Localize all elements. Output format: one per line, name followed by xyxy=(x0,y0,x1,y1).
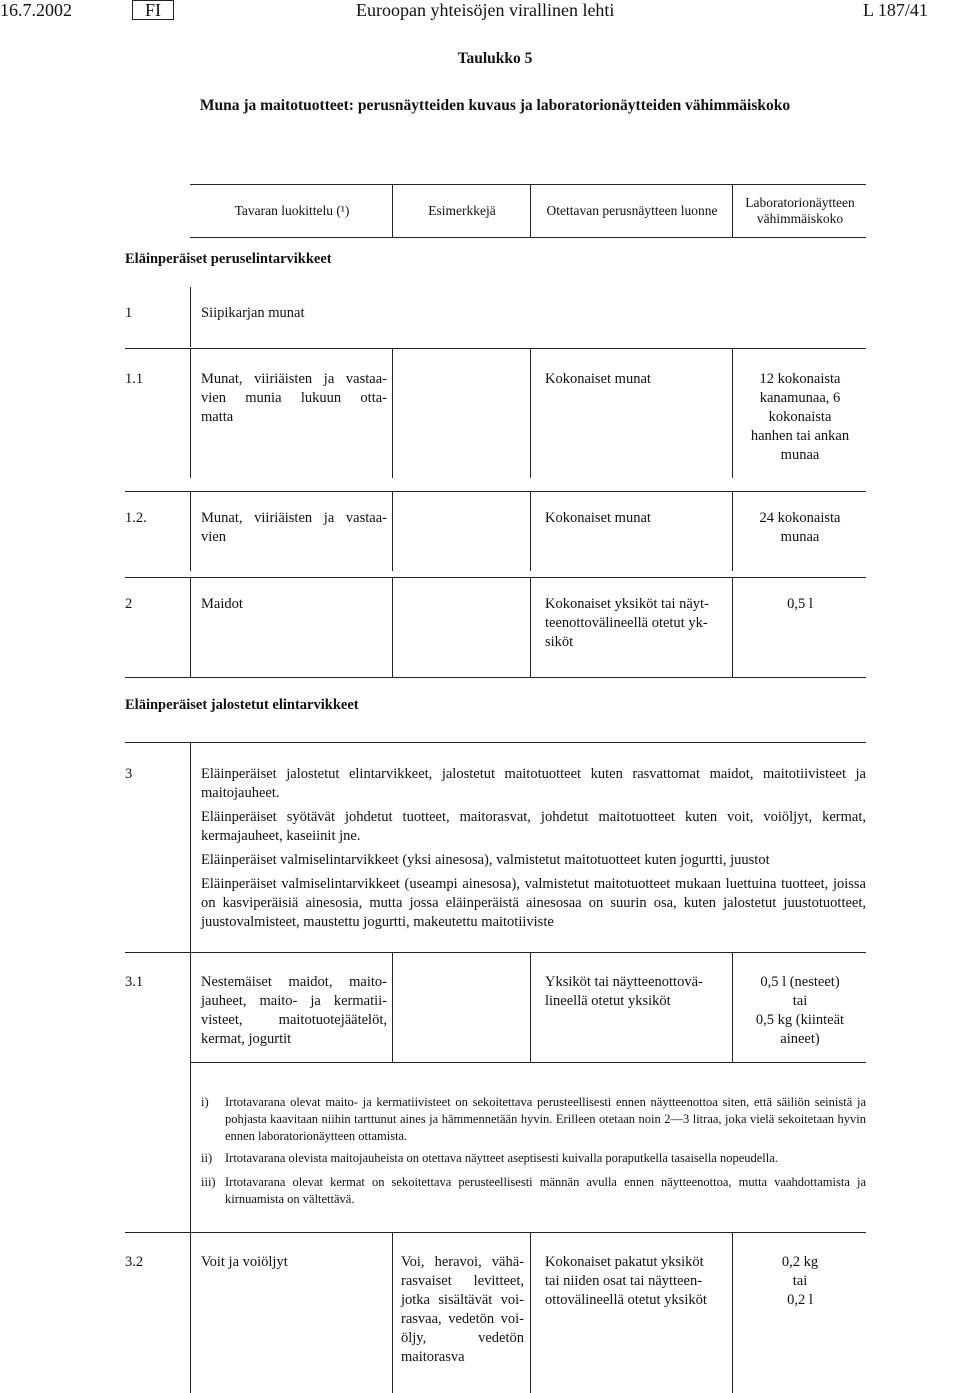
note-ii-text: Irtotavarana olevista maitojauheista on otettava näytteet aseptisesti kuivalla poraputkella tasaisella nopeudella. xyxy=(225,1151,778,1165)
row-3-2-examples: Voi, heravoi, vähä- rasvaiset levitteet, jotka sisältävät voi- rasvaa, vedetön voi- öljy, vedetön maitorasva xyxy=(401,1254,524,1365)
header-lang: FI xyxy=(132,0,174,20)
note-iii-text: Irtotavarana olevat kermat on sekoitettava perusteellisesti männän avulla ennen näytteenottoa, mutta vaahdottamista ja kirnuamista on vältettävä. xyxy=(225,1175,866,1206)
row-1-1-sample: Kokonaiset munat xyxy=(545,371,651,387)
header-journal: Euroopan yhteisöjen virallinen lehti xyxy=(356,0,615,20)
row-1-2-lab: 24 kokonaista munaa xyxy=(759,510,841,545)
col-head-primary-sample: Otettavan perusnäytteen luonne xyxy=(546,203,718,218)
section-heading-primary: Eläinperäiset peruselintarvikkeet xyxy=(125,251,332,267)
row-3-1-lab: 0,5 l (nesteet) tai 0,5 kg (kiinteät aineet) xyxy=(755,974,845,1047)
row-3-2-sample: Kokonaiset pakatut yksiköt tai niiden osat tai näytteen- ottovälineellä otetut yksiköt xyxy=(545,1254,707,1308)
header-date: 16.7.2002 xyxy=(0,0,72,20)
row-2-lab: 0,5 l xyxy=(787,596,813,612)
note-i-text: Irtotavarana olevat maito- ja kermatiivisteet on sekoitettava perusteellisesti ennen näytteenottoa siten, että säiliön seinistä ja pohjasta kaavitaan niihin tarttunut aines ja hämmennetään hyvin. Erilleen otetaan noin 2—3 litraa, joka vielä sekoitetaan hyvin ennen laboratorionäytteen ottamista. xyxy=(225,1095,866,1143)
row-3-1-name: Nestemäiset maidot, maito- jauheet, maito- ja kermatii- visteet, maitotuotejäätelöt, kermat, jogurtit xyxy=(201,974,387,1047)
row-1-1-num: 1.1 xyxy=(125,371,144,387)
row-1-2-name: Munat, viiriäisten ja vastaa- vien xyxy=(201,510,387,545)
row-2-sample: Kokonaiset yksiköt tai näyt- teenottovälineellä otetut yk- siköt xyxy=(545,596,709,650)
note-ii-label: ii) xyxy=(201,1151,213,1165)
row-1-1-lab: 12 kokonaista kanamunaa, 6 kokonaista hanhen tai ankan munaa xyxy=(750,371,850,463)
row-1-1-name: Munat, viiriäisten ja vastaa- vien munia lukuun otta- matta xyxy=(201,371,387,425)
table-subtitle: Muna ja maitotuotteet: perusnäytteiden kuvaus ja laboratorionäytteiden vähimmäiskoko xyxy=(199,97,791,114)
row-1-name: Siipikarjan munat xyxy=(201,305,305,321)
row-1-num: 1 xyxy=(125,305,133,321)
row-3-2-name: Voit ja voiöljyt xyxy=(201,1254,288,1270)
row-3-2-lab: 0,2 kg tai 0,2 l xyxy=(781,1254,819,1308)
row-2-num: 2 xyxy=(125,596,133,612)
col-head-examples: Esimerkkejä xyxy=(428,203,496,218)
row-3-num: 3 xyxy=(125,766,133,782)
table-title: Taulukko 5 xyxy=(457,50,533,67)
row-1-2-num: 1.2. xyxy=(125,510,147,526)
row-3-text: Eläinperäiset jalostetut elintarvikkeet, jalostetut maitotuotteet kuten rasvattomat maidot, maitotiivisteet ja maitojauheet. Eläinperäiset syötävät johdetut tuotteet, maitorasvat, johdetut maitotuotteet kuten voit, voiöljyt, kermat, kermajauheet, kaseiinit jne. Eläinperäiset valmiselintarvikkeet (yksi ainesosa), valmistetut maitotuotteet kuten jogurtti, juustot Eläinperäiset valmiselintarvikkeet (useampi ainesosa), valmistetut maitotuotteet mukaan luettuina tuotteet, joissa on kasviperäisiä ainesosia, mutta jossa eläinperäistä ainesosaa on suurin osa, kuten jalostetut juustotuotteet, juustovalmisteet, maustettu jogurtti, makeutettu maitotiiviste xyxy=(201,766,866,930)
col-head-lab-sample: Laboratorionäytteen vähimmäiskoko xyxy=(745,195,855,226)
row-3-1-sample: Yksiköt tai näytteenottovä- lineellä otetut yksiköt xyxy=(545,974,703,1009)
note-i-label: i) xyxy=(201,1095,209,1109)
row-2-name: Maidot xyxy=(201,596,243,612)
col-head-classification: Tavaran luokittelu (¹) xyxy=(234,203,350,218)
row-3-2-num: 3.2 xyxy=(125,1254,144,1270)
section-heading-processed: Eläinperäiset jalostetut elintarvikkeet xyxy=(125,697,359,713)
header-page-ref: L 187/41 xyxy=(863,0,928,20)
row-3-1-num: 3.1 xyxy=(125,974,144,990)
row-1-2-sample: Kokonaiset munat xyxy=(545,510,651,526)
note-iii-label: iii) xyxy=(201,1175,216,1189)
